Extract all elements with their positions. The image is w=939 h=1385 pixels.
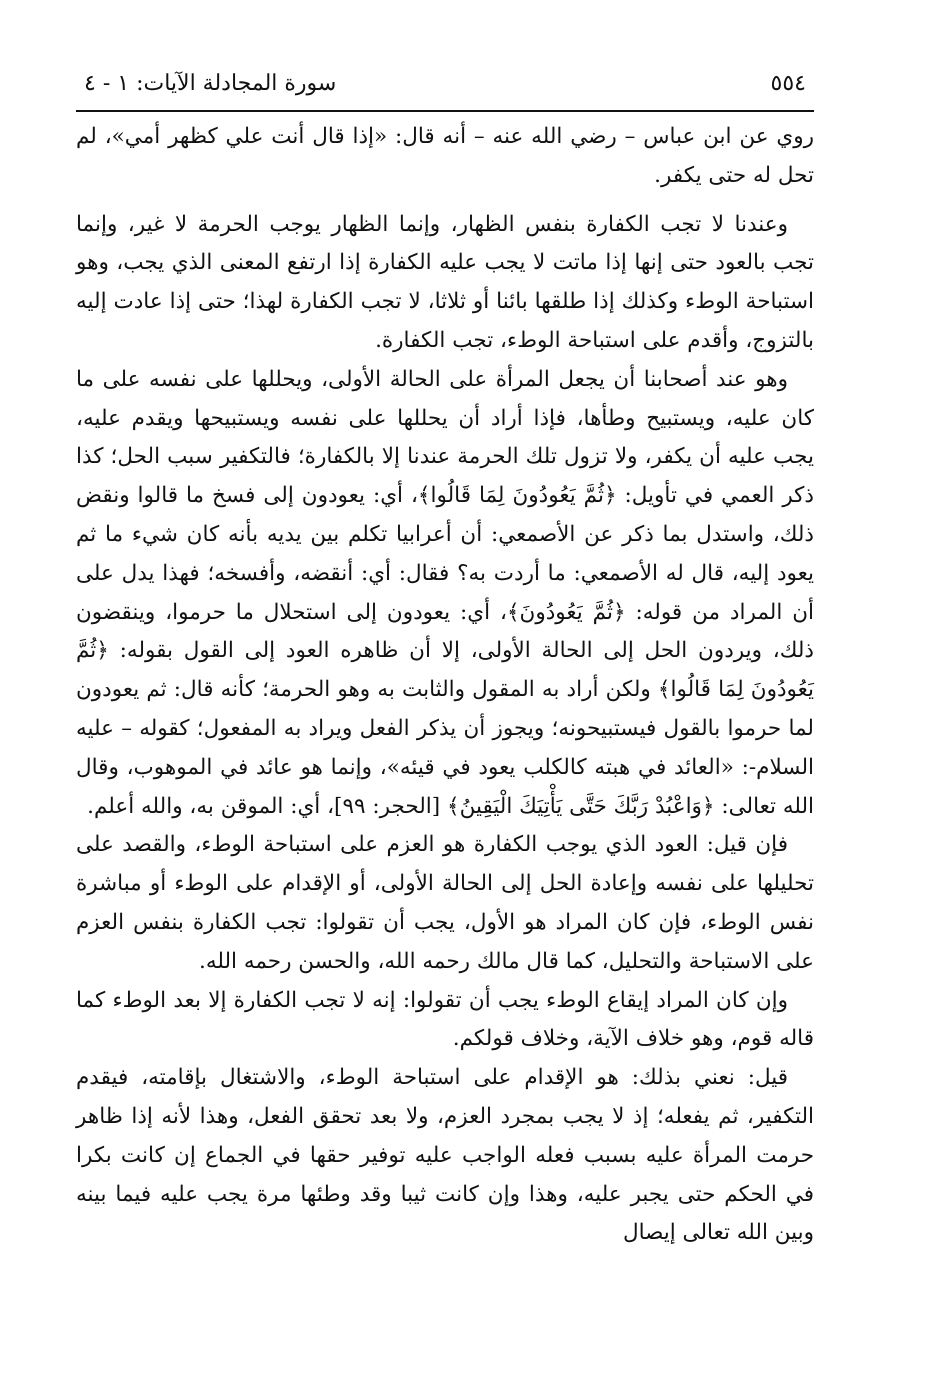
paragraph: وإن كان المراد إيقاع الوطء يجب أن تقولوا: إنه لا تجب الكفارة إلا بعد الوطء كما قاله قوم، وهو خلاف الآية، وخلاف قولكم. [76,987,814,1052]
paragraph: روي عن ابن عباس – رضي الله عنه – أنه قال: «إذا قال أنت علي كظهر أمي»، لم تحل له حتى يكفر. [76,124,814,188]
paragraph: وهو عند أصحابنا أن يجعل المرأة على الحالة الأولى، ويحللها على نفسه على ما كان عليه، ويستبيح وطأها، فإذا أراد أن يحللها على نفسه ويستبيحها ويقدم عليه، يجب عليه أن يكفر، ولا تزول تلك الحرمة عندنا إلا بالكفارة؛ فالتكفير سبب الحل؛ كذا ذكر العمي في تأويل: ﴿ثُمَّ يَعُودُونَ لِمَا قَالُوا﴾، أي: يعودون إلى فسخ ما قالوا ونقض ذلك، واستدل بما ذكر عن الأصمعي: أن أعرابيا تكلم بين يديه بأنه كان شيء ما ثم يعود إليه، قال له الأصمعي: ما أردت به؟ فقال: أي: أنقضه، وأفسخه؛ فهذا يدل على أن المراد من قوله: ﴿ثُمَّ يَعُودُونَ﴾، أي: يعودون إلى استحلال ما حرموا، وينقضون ذلك، ويردون الحل إلى الحالة الأولى، إلا أن ظاهره العود إلى القول بقوله: ﴿ثُمَّ يَعُودُونَ لِمَا قَالُوا﴾ ولكن أراد به المقول والثابت به وهو الحرمة؛ كأنه قال: ثم يعودون لما حرموا بالقول فيستبيحونه؛ ويجوز أن يذكر الفعل ويراد به المفعول؛ كقوله – عليه السلام-: «العائد في هبته كالكلب يعود في قيئه»، وإنما هو عائد في الموهوب، وقال الله تعالى: ﴿وَاعْبُدْ رَبَّكَ حَتَّى يَأْتِيَكَ الْيَقِينُ﴾ [الحجر: ٩٩]، أي: الموقن به، والله أعلم. [76,366,814,819]
header-rule [76,110,814,112]
paragraph-gap [76,196,814,206]
page-body [76,118,814,1253]
page-number: ٥٥٤ [770,71,806,96]
book-page [76,64,814,1253]
paragraph: وعندنا لا تجب الكفارة بنفس الظهار، وإنما الظهار يوجب الحرمة لا غير، وإنما تجب بالعود حتى إنها إذا ماتت لا يجب عليه الكفارة إذا ارتفع المعنى الذي يجب، وهو استباحة الوطء وكذلك إذا طلقها بائنا أو ثلاثا، لا تجب الكفارة لهذا؛ حتى إذا عادت إليه بالتزوج، وأقدم على استباحة الوطء، تجب الكفارة. [76,211,814,353]
page-header [76,64,814,104]
running-title: سورة المجادلة الآيات: ١ - ٤ [84,71,337,96]
paragraph: فإن قيل: العود الذي يوجب الكفارة هو العزم على استباحة الوطء، والقصد على تحليلها على نفسه وإعادة الحل إلى الحالة الأولى، أو الإقدام على الوطء أو مباشرة نفس الوطء، فإن كان المراد هو الأول، يجب أن تقولوا: تجب الكفارة بنفس العزم على الاستباحة والتحليل، كما قال مالك رحمه الله، والحسن رحمه الله. [76,832,814,974]
paragraph: قيل: نعني بذلك: هو الإقدام على استباحة الوطء، والاشتغال بإقامته، فيقدم التكفير، ثم يفعله؛ إذ لا يجب بمجرد العزم، ولا بعد تحقق الفعل، وهذا لأنه إذا ظاهر حرمت المرأة عليه بسبب فعله الواجب عليه توفير حقها في الجماع إن كانت بكرا في الحكم حتى يجبر عليه، وهذا وإن كانت ثيبا وقد وطئها مرة يجب عليه فيما بينه وبين الله تعالى إيصال [76,1065,814,1246]
